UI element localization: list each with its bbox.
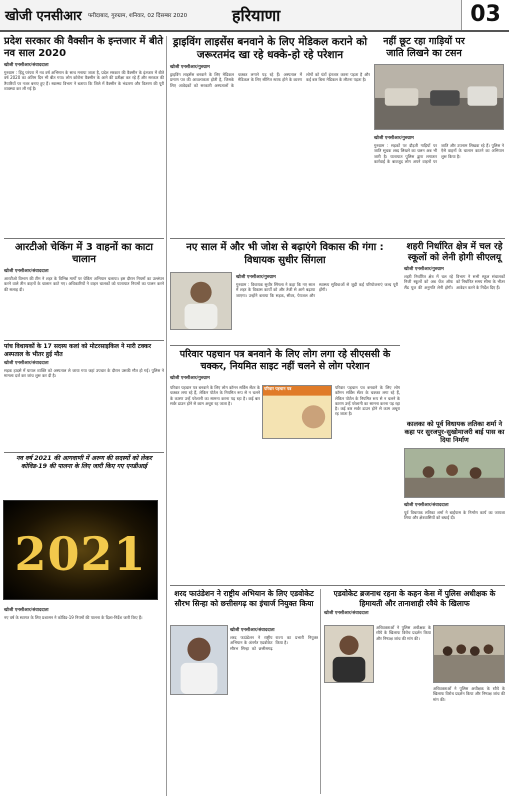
mla-photo xyxy=(170,272,232,330)
byline: खोजी एनसीआर/संवाददाता xyxy=(4,63,49,68)
brand-name: खोजी एनसीआर xyxy=(5,9,82,24)
headline: एडवोकेट ब्रजनाथ रहना के कहन केस में पुलिस अधीक्षक के हिमायती और तानाशाही रवैये के खिलाफ xyxy=(333,589,496,608)
byline: खोजी एनसीआर/संवाददाता xyxy=(4,269,49,274)
story-mla-body xyxy=(236,272,398,352)
column-divider xyxy=(166,36,167,796)
story-sharad-body xyxy=(230,625,318,795)
headline: नए साल में और भी जोश से बढ़ाएंगे विकास की गंगा : विधायक सुधीर सिंगला xyxy=(186,242,384,266)
story-advocate-body xyxy=(376,625,431,785)
divider xyxy=(4,340,164,341)
body-text: गुरुग्राम : सड़कों पर दौड़ती गाड़ियों पर जाति सूचक शब्द लिखने का चलन अब भी जारी है। यातायात पुलिस द्वारा लगातार कार्रवाई के बावजूद लोग अपने वाहनों पर जाति और उपनाम लिखवा रहे हैं। पुलिस ने ऐसे वाहनों के चालान काटने का अभियान शुरू किया है। xyxy=(374,143,504,164)
headline: नव वर्ष 2021 की आगवाणी में अरुण की सदस्यों को लेकर कोविड-19 की पालना के लिए जारी किए गए एनडीआई xyxy=(16,455,152,470)
masthead xyxy=(0,0,509,32)
body-text: अधिवक्ताओं ने पुलिस अधीक्षक के रवैये के खिलाफ विरोध प्रदर्शन किया और निष्पक्ष जांच की मांग की। xyxy=(376,625,431,641)
byline: खोजी एनसीआर/संवाददाता xyxy=(230,628,275,633)
story-family-id-col2 xyxy=(335,385,400,483)
story-sharad-foundation xyxy=(170,589,318,608)
headline: शहरी निर्धारित क्षेत्र में चल रहे स्कूलों को लेनी होगी सीएलयू xyxy=(406,242,503,263)
divider xyxy=(170,585,505,586)
body-text: सड़क हादसे में घायल व्यक्ति को अस्पताल ले जाया गया जहां उपचार के दौरान उसकी मौत हो गई। पुलिस ने मामला दर्ज कर जांच शुरू कर दी है। xyxy=(4,368,164,379)
body-text: पूर्व विधायक लतिका शर्मा ने बाईपास के निर्माण कार्य का जायजा लिया और क्षेत्रवासियों को बधाई दी। xyxy=(404,510,505,521)
advocate-photo xyxy=(324,625,374,683)
headline: कालका को पूर्व विधायक लतिका शर्मा ने कहा पर सुरजपुर-सुखोमाजरी बाई पास का दिया निर्माण xyxy=(404,420,505,444)
byline: खोजी एनसीआर/गुरुग्राम xyxy=(236,275,276,280)
divider xyxy=(4,452,164,453)
byline: खोजी एनसीआर/संवाददाता xyxy=(4,361,49,366)
byline: खोजी एनसीआर/गुरुग्राम xyxy=(374,136,414,141)
headline: प्रदेश सरकार की वैक्सीन के इन्तजार में बीते नव साल 2020 xyxy=(4,36,163,59)
body-text: शहरी निर्धारित क्षेत्र में चल रहे निजी स्कूलों को अब चेंज ऑफ लैंड यूज की अनुमति लेनी होगी। विभाग ने सभी स्कूल संचालकों को निर्धारित समय सीमा के भीतर आवेदन करने के निर्देश दिए हैं। xyxy=(404,274,505,290)
story-accident xyxy=(4,343,164,433)
headline: शरद फाउंडेशन ने राष्ट्रीय अभियान के लिए एडवोकेट सौरभ सिन्हा को छत्तीसगढ़ का इंचार्ज नियुक्त किया xyxy=(174,589,314,608)
byline: खोजी एनसीआर/गुरुग्राम xyxy=(404,267,444,272)
story-mla-singla xyxy=(170,242,400,267)
story-family-id xyxy=(170,349,400,383)
story-advocate-body-2 xyxy=(433,686,505,786)
sharad-photo xyxy=(170,625,228,695)
headline: आरटीओ चेकिंग में 3 वाहनों का काटा चालान xyxy=(14,242,154,265)
story-caste-stickers xyxy=(374,36,474,59)
story-driving-license xyxy=(170,36,370,252)
body-text: शरद फाउंडेशन ने राष्ट्रीय अभियान के अंतर्गत एडवोकेट सौरभ सिन्हा को छत्तीसगढ़ राज्य का प्रभारी नियुक्त किया है। xyxy=(230,635,318,651)
body-text: गुरुग्राम : हिंदू परंपरा में नव वर्ष अभिमान के साथ मनाया जाता है, प्रदेश सरकार की वैक्सीन के इंतजार में बीते वर्ष 2020 का अंतिम दिन भी बीत गया। लोग कोरोना वैक्सीन के आने की प्रतीक्षा कर रहे हैं और सरकार की तैयारियों पर नजर बनाए हुए हैं। स्वास्थ्य विभाग ने बताया कि जिले में वैक्सीन के भंडारण और वितरण की पूरी व्यवस्था कर ली गई है। xyxy=(4,70,164,91)
body-text: ड्राइविंग लाइसेंस बनवाने के लिए मेडिकल प्रमाण पत्र की आवश्यकता होती है, जिसके लिए आवेदकों को सरकारी अस्पतालों के चक्कर लगाने पड़ रहे हैं। अस्पताल में मेडिकल के लिए सीमित स्टाफ होने के कारण लोगों को घंटों इंतजार करना पड़ता है और कई बार बिना मेडिकल के लौटना पड़ता है। xyxy=(170,72,370,88)
story-new-year-body xyxy=(4,605,164,800)
body-text: गुरुग्राम : विधायक सुधीर सिंगला ने कहा कि नए साल में शहर के विकास कार्यों को और तेजी से आगे बढ़ाया जाएगा। उन्होंने बताया कि सड़क, सीवर, पेयजल और स्वास्थ्य सुविधाओं से जुड़ी कई परियोजनाएं जल्द पूरी होंगी। xyxy=(236,282,398,298)
byline: खोजी एनसीआर/संवाददाता xyxy=(404,503,449,508)
story-vaccine xyxy=(4,36,164,235)
kalka-photo xyxy=(404,448,505,498)
new-year-graphic xyxy=(3,500,158,600)
story-rto xyxy=(4,242,164,334)
story-advocate-protest xyxy=(324,589,505,618)
divider xyxy=(4,238,164,239)
story-kalka-body xyxy=(404,500,505,580)
body-text: परिवार पहचान पत्र बनवाने के लिए लोग कॉमन सर्विस सेंटर के चक्कर लगा रहे हैं, लेकिन पोर्टल के नियमित रूप से न चलने के कारण उन्हें परेशानी का सामना करना पड़ रहा है। कई बार सर्वर डाउन होने से काम अधूरा रह जाता है। xyxy=(170,385,260,406)
byline: खोजी एनसीआर/संवाददाता xyxy=(4,608,49,613)
divider xyxy=(170,238,505,239)
divider xyxy=(170,345,400,346)
family-id-poster xyxy=(262,385,332,439)
headline: पांच विधायकों के 17 सदस्य कलां को मोटरसाइकिल ने मारी टक्कर अस्पताल के भीतर हुई मौत xyxy=(4,343,152,358)
section-title: हरियाणा xyxy=(232,6,281,25)
headline: परिवार पहचान पत्र बनवाने के लिए लोग लगा रहे सीएससी के चक्कर, नियमित साइट नहीं चलने से लोग परेशान xyxy=(179,349,391,372)
body-text: अधिवक्ताओं ने पुलिस अधीक्षक के रवैये के खिलाफ विरोध प्रदर्शन किया और निष्पक्ष जांच की मांग की। xyxy=(433,686,505,702)
byline: खोजी एनसीआर/गुरुग्राम xyxy=(170,65,210,70)
byline: खोजी एनसीआर/संवाददाता xyxy=(324,611,369,616)
protest-photo xyxy=(433,625,505,683)
story-kalka xyxy=(404,420,505,444)
byline: खोजी एनसीआर/गुरुग्राम xyxy=(170,376,210,381)
story-caste-body xyxy=(374,133,504,243)
headline: नहीं छूट रहा गाड़ियों पर जाति लिखने का टसन xyxy=(383,36,465,59)
column-divider xyxy=(320,589,321,794)
year-text: 2021 xyxy=(14,527,147,581)
headline: ड्राइविंग लाइसेंस बनवाने के लिए मेडिकल कराने को जरूरतमंद खा रहे धक्के-हो रहे परेशान xyxy=(172,36,368,61)
page-number: 03 xyxy=(461,0,509,30)
dateline: फरीदाबाद, गुरुग्राम, शनिवार, 02 दिसम्बर 2020 xyxy=(88,13,188,19)
story-family-id-col1 xyxy=(170,385,260,483)
story-new-year xyxy=(4,455,164,470)
body-text: परिवार पहचान पत्र बनवाने के लिए लोग कॉमन सर्विस सेंटर के चक्कर लगा रहे हैं, लेकिन पोर्टल के नियमित रूप से न चलने के कारण उन्हें परेशानी का सामना करना पड़ रहा है। कई बार सर्वर डाउन होने से काम अधूरा रह जाता है। xyxy=(335,385,400,417)
body-text: आरटीओ विभाग की टीम ने शहर के विभिन्न मार्गों पर चेकिंग अभियान चलाया। इस दौरान नियमों का उल्लंघन करने वाले तीन वाहनों के चालान काटे गए। अधिकारियों ने वाहन चालकों को यातायात नियमों का पालन करने की सलाह दी। xyxy=(4,276,164,292)
poster-caption: परिवार पहचान पत्र xyxy=(264,386,292,391)
story-schools-clu xyxy=(404,242,505,409)
body-text: नए वर्ष के स्वागत के लिए प्रशासन ने कोविड-19 नियमों की पालना के दिशा-निर्देश जारी किए हैं। xyxy=(4,615,143,620)
traffic-photo xyxy=(374,64,504,130)
